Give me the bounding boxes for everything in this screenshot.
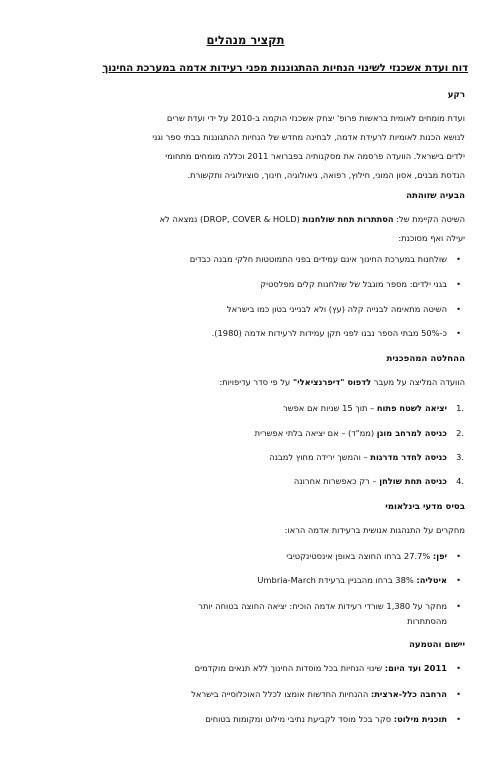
page-title: תקציר מנהלים bbox=[206, 33, 285, 47]
list-item: • הרחבה כלל-ארצית: ההנחיות החדשות אומצו לכלל האוכלוסייה בישראל bbox=[191, 689, 461, 699]
numbered-step: 1. יציאה לשטח פתוח – תוך 15 שניות אם אפשר bbox=[283, 403, 464, 413]
list-item: • תוכנית מילוט: סקר בכל מוסד לקביעת נתיבי מילוט ומקומות בטוחים bbox=[205, 714, 461, 724]
bullet-icon: • bbox=[456, 551, 461, 561]
background-line-2: לנושא הכנות לאומיות לרעידת אדמה, לבחינה מחדש של הנחיות ההתגוננות בבתי ספר וגני bbox=[152, 132, 465, 142]
background-line-4: הנדסת מבנים, אסון המוני, חילוץ, רפואה, גיאולוגיה, חינוך, סוציולוגיה ותקשורת. bbox=[187, 170, 465, 180]
science-intro: מחקרים על התנהגות אנושית ברעידות אדמה הראו: bbox=[284, 525, 465, 535]
list-item: • מחקר על 1,380 שורדי רעידות אדמה הוכיח: יציאה החוצה בטוחה יותר bbox=[198, 601, 461, 611]
numbered-step: 3. כניסה לחדר מדרגות – והמשך ירידה מחוץ למבנה bbox=[269, 452, 464, 462]
report-subtitle: דוח ועדת אשכנזי לשינוי הנחיות ההתגוננות מפני רעידות אדמה במערכת החינוך bbox=[102, 62, 468, 74]
bullet-icon: • bbox=[456, 575, 461, 585]
list-item-continuation: מהסתתרות bbox=[407, 616, 447, 626]
decision-intro: הוועדה המליצה על מעבר לדפוס "דיפרנציאלי" על פי סדר עדיפויות: bbox=[219, 377, 465, 387]
list-item: • שולחנות במערכת החינוך אינם עמידים בפני התמוטטות חלקי מבנה כבדים bbox=[189, 254, 461, 264]
numbered-step: 4. כניסה תחת שולחן – רק כאפשרות אחרונה bbox=[293, 476, 464, 486]
decision-heading: ההחלטה המהפכנית bbox=[386, 354, 465, 364]
bullet-icon: • bbox=[456, 304, 461, 314]
list-item: • השיטה מתאימה לבנייה קלה (עץ) ולא לבנייני בטון כמו בישראל bbox=[226, 304, 461, 314]
bullet-icon: • bbox=[456, 714, 461, 724]
problem-heading: הבעיה שזוהתה bbox=[406, 191, 465, 201]
science-heading: בסיס מדעי בינלאומי bbox=[385, 502, 465, 512]
problem-intro bbox=[160, 209, 465, 229]
problem-intro-bold: הסתתרות תחת שולחנות bbox=[302, 214, 394, 224]
problem-intro-line-2: יעילה ואף מסוכנת: bbox=[398, 233, 465, 243]
background-line-3: ילדים בישראל. הוועדה פרסמה את מסקנותיה בפברואר 2011 וכללה מומחים מתחומי bbox=[165, 151, 465, 161]
bullet-icon: • bbox=[456, 689, 461, 699]
background-line-1: ועדת מומחים לאומית בראשות פרופ' יצחק אשכנזי הוקמה ב-2010 על ידי ועדת שרים bbox=[166, 113, 465, 123]
list-item: • איטליה: 38% ברחו מהבניין ברעידת Umbria-March bbox=[257, 575, 461, 585]
bullet-icon: • bbox=[456, 279, 461, 289]
bullet-icon: • bbox=[456, 601, 461, 611]
bullet-icon: • bbox=[456, 663, 461, 673]
list-item: • 2011 ועד היום: שינוי הנחיות בכל מוסדות החינוך ללא תנאים מוקדמים bbox=[194, 663, 461, 673]
list-item: • בגני ילדים: מספר מוגבל של שולחנות קלים מפלסטיק bbox=[260, 279, 461, 289]
bullet-icon: • bbox=[456, 328, 461, 338]
problem-intro-plain: השיטה הקיימת של: bbox=[393, 214, 465, 224]
problem-intro-rest: (DROP, COVER & HOLD) נמצאה לא bbox=[159, 214, 303, 224]
bullet-icon: • bbox=[456, 254, 461, 264]
list-item: • כ-50% מבתי הספר נבנו לפני תקן עמידות לרעידות אדמה (1980). bbox=[211, 328, 461, 338]
background-heading: רקע bbox=[447, 90, 465, 100]
implementation-heading: יישום והטמעה bbox=[408, 640, 465, 650]
list-item: • יפן: 27.7% ברחו החוצה באופן אינסטינקטיבי bbox=[286, 551, 461, 561]
numbered-step: 2. כניסה למרחב מוגן (ממ"ד) – אם יציאה בלתי אפשרית bbox=[254, 428, 464, 438]
